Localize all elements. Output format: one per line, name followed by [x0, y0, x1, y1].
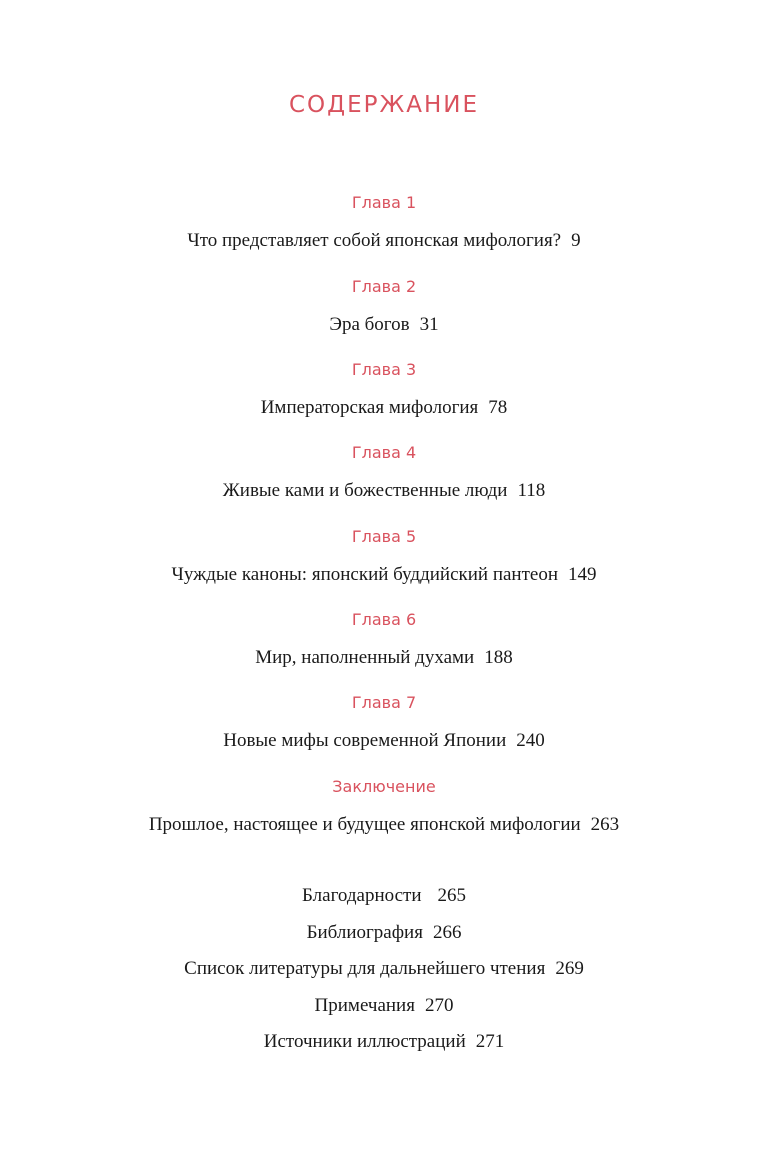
extra-page-number: 266: [432, 921, 462, 943]
extra-title: Благодарности: [302, 885, 422, 906]
extra-title: Библиография: [306, 921, 423, 943]
chapter-title: Чуждые каноны: японский буддийский пантеон: [171, 564, 558, 585]
toc-chapter-7: [0, 691, 768, 753]
chapter-page-number: 149: [568, 564, 597, 585]
toc-chapter-4: [0, 441, 768, 503]
chapter-label: Глава 3: [351, 360, 417, 379]
toc-back-matter: [0, 884, 768, 1067]
chapter-page-number: 263: [590, 814, 620, 835]
chapter-page-number: 31: [419, 314, 439, 335]
chapter-entry[interactable]: [0, 729, 768, 753]
toc-conclusion: [0, 775, 768, 837]
chapter-page-number: 9: [571, 230, 581, 251]
extra-page-number: 270: [424, 994, 454, 1016]
chapter-label: Глава 4: [351, 443, 417, 462]
chapter-label: Глава 2: [351, 277, 417, 296]
toc-extra-item[interactable]: [0, 994, 768, 1031]
chapter-title: Живые ками и божественные люди: [222, 480, 508, 501]
toc-extra-item[interactable]: [0, 957, 768, 994]
chapter-page-number: 78: [488, 397, 508, 418]
chapter-entry[interactable]: [0, 646, 768, 670]
extra-page-number: 265: [437, 885, 466, 906]
extra-title: Источники иллюстраций: [263, 1031, 466, 1052]
toc-title: СОДЕРЖАНИЕ: [288, 92, 480, 118]
chapter-page-number: 118: [517, 480, 546, 501]
extra-page-number: 269: [555, 958, 584, 979]
toc-chapter-2: [0, 275, 768, 337]
chapter-entry[interactable]: [0, 396, 768, 420]
toc-chapter-6: [0, 608, 768, 670]
chapter-label: Глава 6: [351, 610, 417, 629]
toc-chapter-1: [0, 191, 768, 253]
chapter-title: Что представляет собой японская мифология?: [187, 230, 562, 251]
chapter-title: Новые мифы современной Японии: [223, 730, 507, 751]
chapter-page-number: 240: [516, 730, 545, 751]
chapter-entry[interactable]: [0, 313, 768, 337]
chapter-entry[interactable]: [0, 563, 768, 587]
chapter-label: Заключение: [332, 777, 436, 796]
toc-extra-item[interactable]: [0, 884, 768, 921]
toc-extra-item[interactable]: [0, 921, 768, 958]
chapter-label: Глава 7: [351, 693, 417, 712]
toc-chapter-3: [0, 358, 768, 420]
toc-chapter-5: [0, 525, 768, 587]
chapter-entry[interactable]: [0, 229, 768, 253]
chapter-entry[interactable]: [0, 813, 768, 837]
extra-title: Примечания: [314, 994, 415, 1016]
extra-title: Список литературы для дальнейшего чтения: [184, 958, 546, 979]
toc-extra-item[interactable]: [0, 1030, 768, 1067]
chapter-title: Мир, наполненный духами: [255, 647, 475, 668]
chapter-label: Глава 1: [351, 193, 417, 212]
chapter-label: Глава 5: [351, 527, 417, 546]
chapter-page-number: 188: [484, 647, 513, 668]
extra-page-number: 271: [475, 1031, 505, 1052]
chapter-entry[interactable]: [0, 479, 768, 503]
chapter-title: Императорская мифология: [260, 397, 479, 418]
chapter-title: Прошлое, настоящее и будущее японской мифологии: [148, 814, 581, 835]
chapter-title: Эра богов: [329, 314, 410, 335]
